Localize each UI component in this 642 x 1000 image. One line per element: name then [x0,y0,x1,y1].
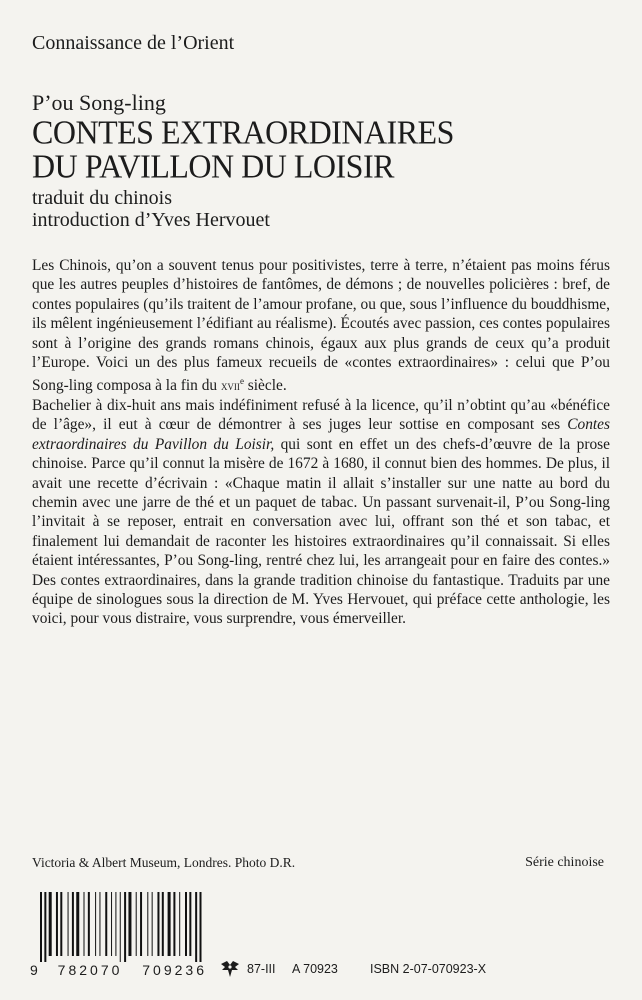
barcode-digits [30,962,213,978]
author-name: P’ou Song-ling [32,90,166,115]
barcode-bar [49,892,52,956]
catalog-code: 87-III [247,962,276,976]
barcode-bar [152,892,153,956]
gallimard-bird-logo-icon [218,957,242,981]
blurb-p1-text: Les Chinois, qu’on a souvent tenus pour positivistes, terre à terre, n’étaient pas moins férus que les autres peuples d’histoires de fantômes, de démons ; de nouvelles policières : bref, de contes populaires (qu’ils traitent de l’amour profane, ou que, sous l’influence du bouddhisme, ils mêlent ingénieusement l’édifiant au réalisme). Écoutés avec passion, ces contes populaires sont à l’origine des grands romans chinois, égaux aux plus grands de ceux qu’a produit l’Europe. Voici un des plus fameux recueils de «contes extraordinaires» : celui que P’ou Song-ling composa à la fin du [32,257,610,395]
introduction-credit: introduction d’Yves Hervouet [32,209,270,231]
barcode-bar [72,892,74,956]
barcode-digit-group-2: 709236 [142,962,207,978]
translation-note: traduit du chinois [32,187,172,209]
barcode-bar [95,892,96,956]
book-title-line-1: CONTES EXTRAORDINAIRES [32,113,454,151]
barcode-bar [128,892,131,956]
barcode-bar [40,892,42,962]
barcode [30,892,213,962]
barcode-digit-prefix: 9 [30,962,38,978]
century-numeral: xvii [220,378,240,394]
blurb-paragraph-2 [32,396,610,629]
barcode-bar [120,892,121,962]
barcode-bar [88,892,90,956]
blurb-p2-text: Bachelier à dix-huit ans mais indéfiniment refusé à la licence, qu’il n’obtint qu’au «bénéfice de l’âge», il eut à cœur de démontrer à ses juges leur sottise en composant ses [32,396,610,434]
barcode-bar [76,892,79,956]
photo-credit: Victoria & Albert Museum, Londres. Photo D.R. [32,855,296,870]
blurb-p1-end: siècle. [243,377,287,395]
century-superscript: e [239,376,244,387]
barcode-bar [105,892,107,956]
barcode-bar [111,892,112,956]
barcode-bar [44,892,46,962]
barcode-digit-group-1: 782070 [57,962,123,978]
book-title-italic: Contes extraordinaires du Pavillon du Loisir, [32,416,610,453]
reference-code: A 70923 [292,962,338,976]
barcode-bar [157,892,159,956]
collection-name: Connaissance de l’Orient [32,32,235,54]
blurb-paragraph-1 [32,256,610,396]
barcode-bar [200,892,202,962]
barcode-bar [56,892,58,956]
barcode-bar [179,892,180,956]
book-title-line-2: DU PAVILLON DU LOISIR [32,147,394,185]
barcode-bar [147,892,148,956]
blurb-p2-end: qui sont en effet un des chefs-d’œuvre de la prose chinoise. Parce qu’il connut la misère de 1672 à 1680, il connut bien des hommes. De plus, il avait une recette d’écrivain : «Chaque matin il allait s’installer sur une natte au bord du chemin avec une jarre de thé et un paquet de tabac. Un passant survenait-il, P’ou Song-ling l’invitait à se reposer, entrait en conversation avec lui, offrant son thé et son tabac, et finalement lui demandait de raconter les histoires extraordinaires qu’il connaissait. Si elles étaient intéressantes, P’ou Song-ling, rentré chez lui, les arrangeait pour en faire des contes.» Des contes extraordinaires, dans la grande tradition chinoise du fantastique. Traduits par une équipe de sinologues sous la direction de M. Yves Hervouet, qui préface cette anthologie, les voici, pour vous distraire, vous surprendre, vous émerveiller. [32,435,610,628]
barcode-bar [162,892,164,956]
barcode-bar [84,892,85,956]
isbn-number: ISBN 2-07-070923-X [370,962,487,976]
barcode-bar [173,892,175,956]
blurb-text [32,256,610,629]
barcode-bar [185,892,187,956]
barcode-bar [124,892,126,962]
barcode-bar [115,892,116,956]
barcode-bar [168,892,171,956]
barcode-bar [60,892,62,956]
barcode-bar [189,892,191,956]
barcode-bar [136,892,137,956]
barcode-bar [195,892,197,962]
series-name: Série chinoise [525,855,604,870]
barcode-bar [140,892,142,956]
barcode-bar [99,892,100,956]
barcode-bar [68,892,69,956]
